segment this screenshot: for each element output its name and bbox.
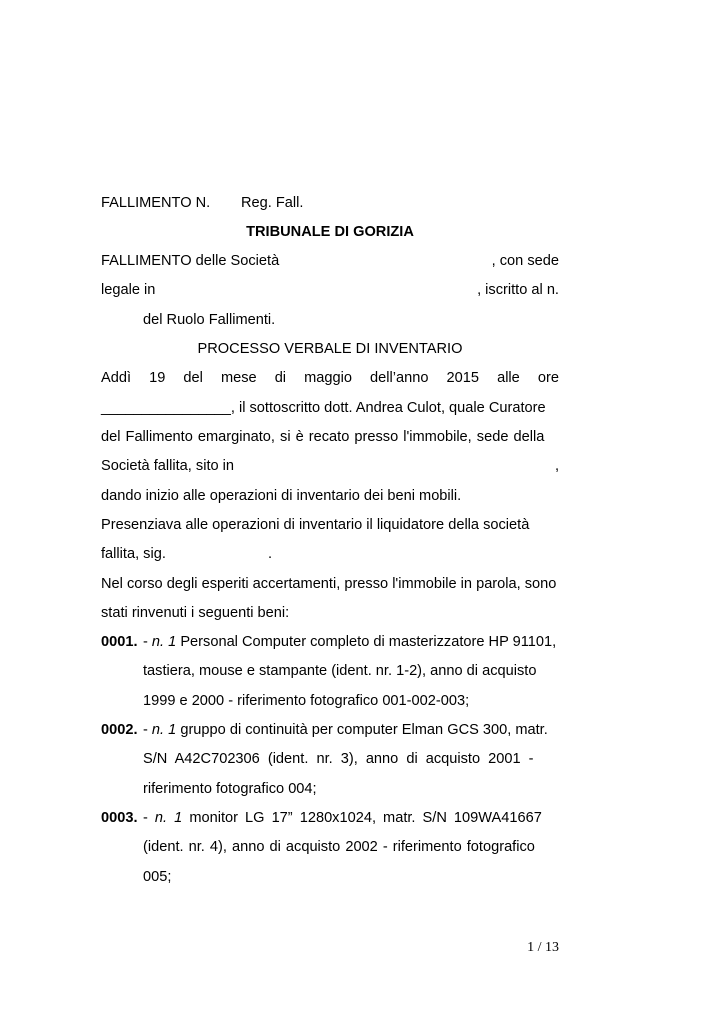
addi-word: 19 [149,370,166,386]
item-line: S/N A42C702306 (ident. nr. 3), anno di acquisto 2001 - [143,751,534,767]
body-text: . [268,546,273,562]
item-line: - n. 1 Personal Computer completo di masterizzatore HP 91101, [143,634,557,650]
tribunale-heading: TRIBUNALE DI GORIZIA [246,224,414,240]
item-line: (ident. nr. 4), anno di acquisto 2002 - riferimento fotografico [143,839,535,855]
item-code: 0001. [101,634,138,650]
reg-fall-label: Reg. Fall. [241,195,304,211]
body-text: Società fallita, sito in [101,458,235,474]
body-line: del Fallimento emarginato, si è recato presso l'immobile, sede della [101,429,545,445]
item-description: gruppo di continuità per computer Elman GCS 300, matr. [180,722,548,738]
item-description: Personal Computer completo di masterizzatore HP 91101, [180,634,557,650]
legale-in-text: legale in [101,282,156,298]
item-code: 0002. [101,722,138,738]
body-text: , [554,458,559,474]
addi-line [101,367,559,389]
ruolo-line: del Ruolo Fallimenti. [143,312,276,328]
item-line: tastiera, mouse e stampante (ident. nr. 1-2), anno di acquisto [143,663,537,679]
body-line: Presenziava alle operazioni di inventario il liquidatore della società [101,517,530,533]
item-line: - n. 1 gruppo di continuità per computer Elman GCS 300, matr. [143,722,548,738]
addi-word: Addì [101,370,132,386]
item-description: monitor LG 17” 1280x1024, matr. S/N 109WA41667 [189,810,542,826]
item-code: 0003. [101,810,138,826]
addi-word: del [183,370,203,386]
fallimento-number-line [101,192,559,214]
body-text: fallita, sig. [101,546,166,562]
societa-fallita-line [101,455,559,477]
addi-word: maggio [304,370,352,386]
legale-line [101,279,559,301]
item-line: riferimento fotografico 004; [143,781,317,797]
item-line: - n. 1 monitor LG 17” 1280x1024, matr. S/N 109WA41667 [143,810,542,826]
societa-label: FALLIMENTO delle Società [101,253,280,269]
item-line: 005; [143,869,172,885]
body-line: stati rinvenuti i seguenti beni: [101,605,290,621]
liquidatore-line [101,543,559,565]
addi-word: dell’anno [370,370,429,386]
addi-word: alle [497,370,520,386]
con-sede-text: , con sede [491,253,559,269]
addi-word: mese [220,370,257,386]
addi-word: di [274,370,287,386]
document-title: PROCESSO VERBALE DI INVENTARIO [197,341,463,357]
iscritto-text: , iscritto al n. [477,282,559,298]
body-line: Nel corso degli esperiti accertamenti, presso l'immobile in parola, sono [101,576,557,592]
societa-line [101,250,559,272]
body-line: dando inizio alle operazioni di inventario dei beni mobili. [101,488,462,504]
item-qty: n. 1 [151,634,177,650]
item-line: 1999 e 2000 - riferimento fotografico 001-002-003; [143,693,470,709]
page-number: 1 / 13 [527,940,559,955]
addi-word: ore [537,370,559,386]
body-line: ________________, il sottoscritto dott. Andrea Culot, quale Curatore [101,400,546,416]
fallimento-n-label: FALLIMENTO N. [101,195,211,211]
item-qty: n. 1 [151,722,177,738]
item-qty: n. 1 [154,810,183,826]
addi-word: 2015 [446,370,480,386]
